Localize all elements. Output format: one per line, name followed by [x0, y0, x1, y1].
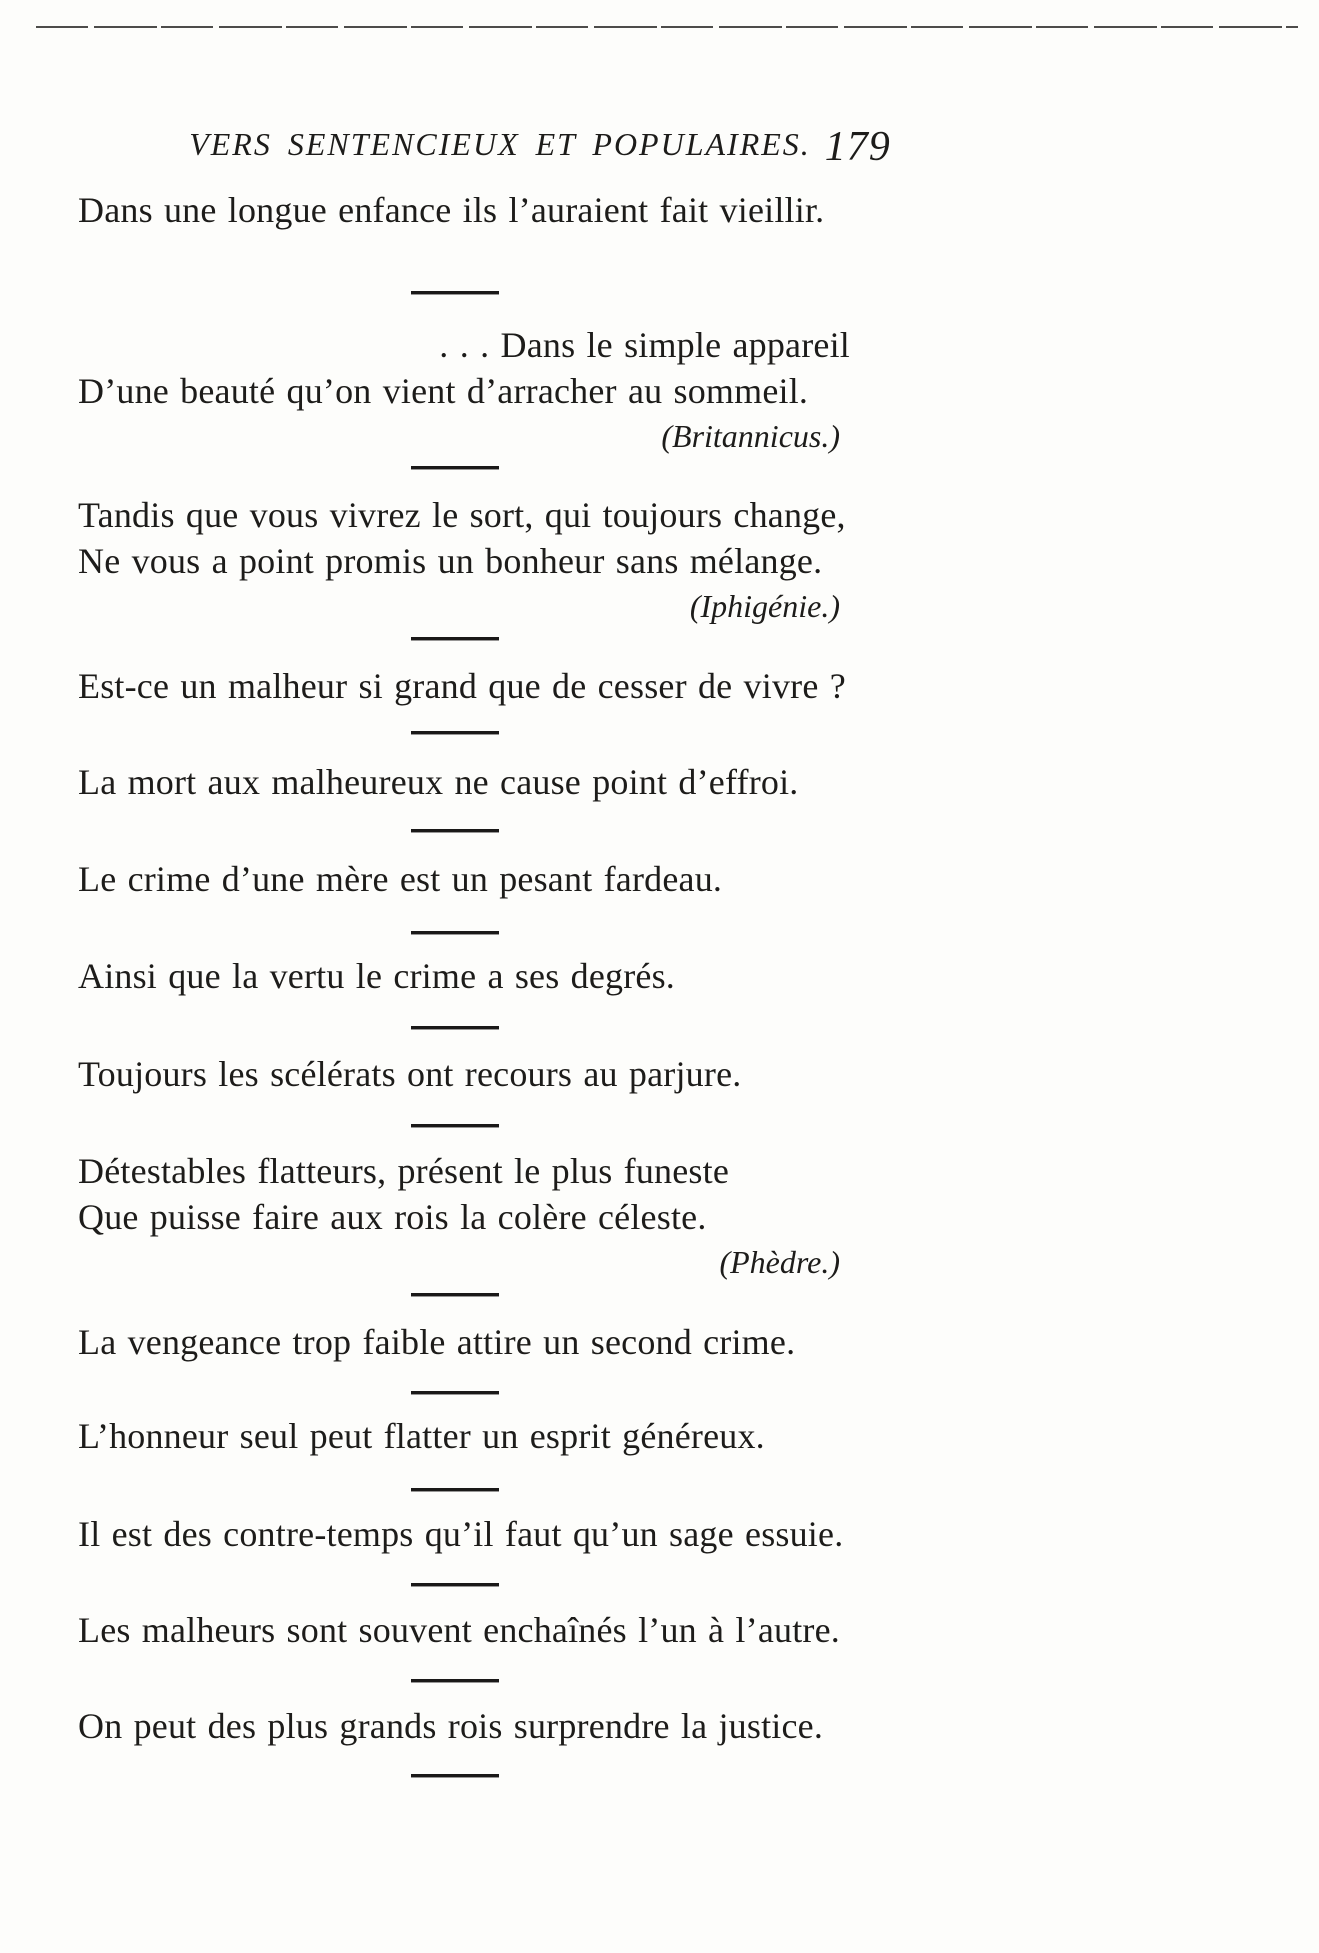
separator-rule: [411, 291, 499, 294]
separator-rule: [411, 931, 499, 934]
verse-line: Que puisse faire aux rois la colère céleste.: [78, 1197, 707, 1237]
quote-block-9: [78, 1148, 850, 1284]
separator-rule: [411, 1391, 499, 1394]
scan-edge-dashed-line: [36, 26, 1298, 29]
separator-rule: [411, 829, 499, 832]
verse-line: Tandis que vous vivrez le sort, qui toujours change,: [78, 495, 846, 535]
page-number: 179: [824, 124, 891, 170]
quote-block-3: [78, 492, 850, 628]
verse-line: L’honneur seul peut flatter un esprit généreux.: [78, 1416, 765, 1456]
separator-rule: [411, 1488, 499, 1491]
verse-line: D’une beauté qu’on vient d’arracher au sommeil.: [78, 371, 809, 411]
verse-line: Les malheurs sont souvent enchaînés l’un à l’autre.: [78, 1610, 840, 1650]
separator-rule: [411, 1774, 499, 1777]
separator-rule: [411, 1026, 499, 1029]
verse-line: Le crime d’une mère est un pesant fardeau.: [78, 859, 723, 899]
separator-rule: [411, 637, 499, 640]
running-header-title: VERS SENTENCIEUX ET POPULAIRES.: [189, 126, 811, 162]
attribution-iphigenie: (Iphigénie.): [689, 588, 840, 624]
verse-line: Détestables flatteurs, présent le plus funeste: [78, 1151, 729, 1191]
separator-rule: [411, 466, 499, 469]
verse-line: Ne vous a point promis un bonheur sans mélange.: [78, 541, 823, 581]
quote-block-13: [78, 1606, 850, 1654]
attribution-britannicus: (Britannicus.): [661, 418, 840, 454]
verse-line: Il est des contre-temps qu’il faut qu’un sage essuie.: [78, 1514, 844, 1554]
separator-rule: [411, 1124, 499, 1127]
quote-block-11: [78, 1412, 850, 1460]
quote-block-2: [78, 322, 850, 458]
quote-block-4: [78, 662, 850, 710]
quote-block-5: [78, 758, 850, 806]
quote-block-7: [78, 952, 850, 1000]
verse-line: La mort aux malheureux ne cause point d’effroi.: [78, 762, 799, 802]
separator-rule: [411, 1293, 499, 1296]
separator-rule: [411, 731, 499, 734]
quote-block-6: [78, 855, 850, 903]
separator-rule: [411, 1583, 499, 1586]
verse-line: On peut des plus grands rois surprendre la justice.: [78, 1706, 824, 1746]
verse-line: Ainsi que la vertu le crime a ses degrés.: [78, 956, 676, 996]
separator-rule: [411, 1679, 499, 1682]
quote-block-10: [78, 1318, 850, 1366]
attribution-phedre: (Phèdre.): [719, 1244, 840, 1280]
running-header: [78, 116, 926, 170]
quote-block-14: [78, 1702, 850, 1750]
quote-block-8: [78, 1050, 850, 1098]
verse-line: Toujours les scélérats ont recours au parjure.: [78, 1054, 742, 1094]
verse-line: La vengeance trop faible attire un second crime.: [78, 1322, 796, 1362]
verse-line: Est-ce un malheur si grand que de cesser de vivre ?: [78, 666, 846, 706]
quote-block-12: [78, 1510, 850, 1558]
verse-line: Dans une longue enfance ils l’auraient fait vieillir.: [78, 190, 825, 230]
verse-line: . . . Dans le simple appareil: [439, 325, 850, 365]
quote-block-1: [78, 186, 850, 234]
